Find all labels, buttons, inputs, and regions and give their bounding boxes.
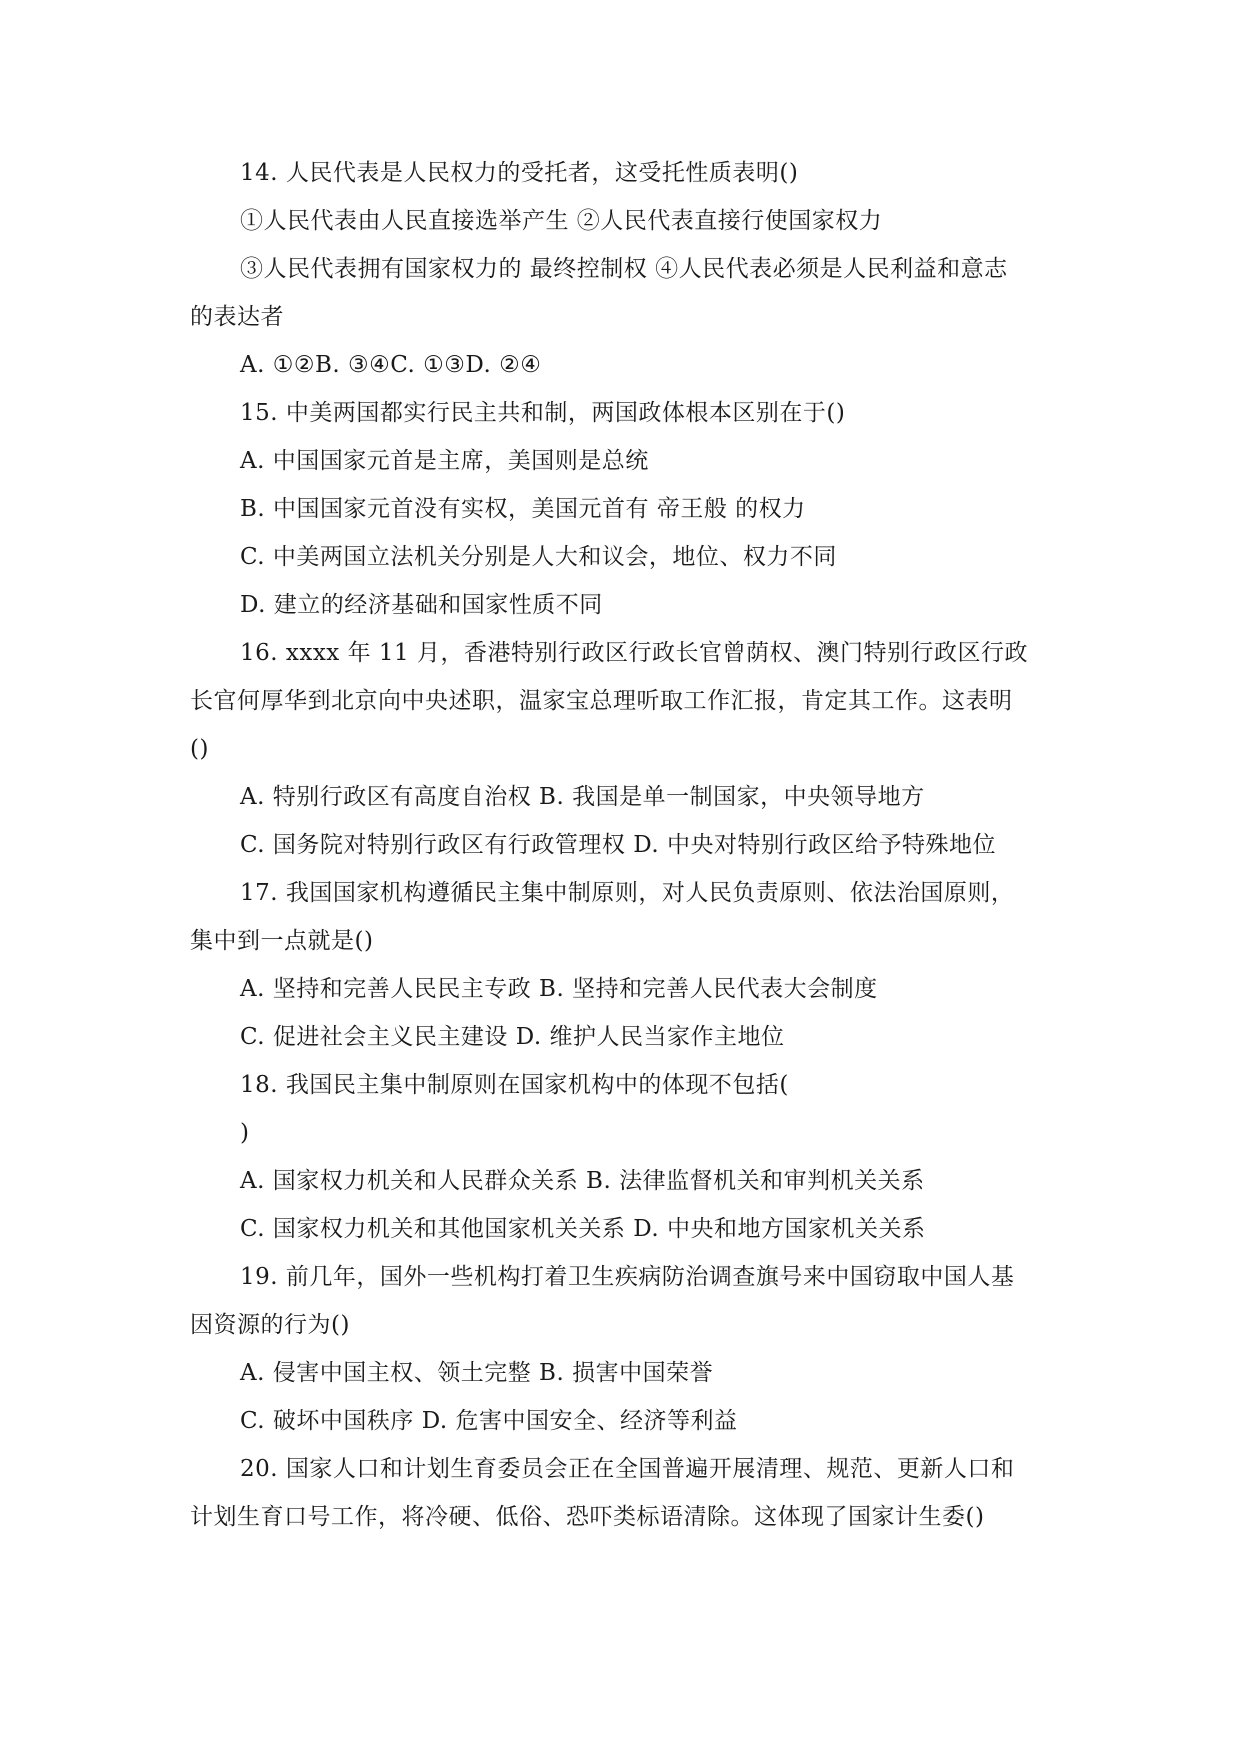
question-16-stem: 16. xxxx 年 11 月，香港特别行政区行政长官曾荫权、澳门特别行政区行政 — [240, 640, 1028, 666]
question-18-options-a-b: A. 国家权力机关和人民群众关系 B. 法律监督机关和审判机关关系 — [240, 1168, 925, 1194]
question-19-options-a-b: A. 侵害中国主权、领土完整 B. 损害中国荣誉 — [240, 1360, 714, 1386]
question-15-option-d: D. 建立的经济基础和国家性质不同 — [240, 592, 603, 618]
question-16-options-a-b: A. 特别行政区有高度自治权 B. 我国是单一制国家，中央领导地方 — [240, 784, 925, 810]
question-15-option-b: B. 中国国家元首没有实权，美国元首有 帝王般 的权力 — [240, 496, 806, 522]
question-14-statements-3-4: ③人民代表拥有国家权力的 最终控制权 ④人民代表必须是人民利益和意志 — [240, 256, 1008, 282]
question-14-stem: 14. 人民代表是人民权力的受托者，这受托性质表明() — [240, 160, 799, 186]
question-15-option-a: A. 中国国家元首是主席，美国则是总统 — [240, 448, 649, 474]
question-20-stem-continuation: 计划生育口号工作，将冷硬、低俗、恐吓类标语清除。这体现了国家计生委() — [190, 1504, 985, 1530]
question-19-stem-continuation: 因资源的行为() — [190, 1312, 350, 1338]
question-18-stem: 18. 我国民主集中制原则在国家机构中的体现不包括( — [240, 1072, 789, 1098]
question-17-options-a-b: A. 坚持和完善人民民主专政 B. 坚持和完善人民代表大会制度 — [240, 976, 878, 1002]
question-19-stem: 19. 前几年，国外一些机构打着卫生疾病防治调查旗号来中国窃取中国人基 — [240, 1264, 1015, 1290]
question-18-stem-continuation: ) — [240, 1120, 250, 1146]
question-15-option-c: C. 中美两国立法机关分别是人大和议会，地位、权力不同 — [240, 544, 837, 570]
question-16-answer-blank: () — [190, 736, 209, 762]
question-18-options-c-d: C. 国家权力机关和其他国家机关关系 D. 中央和地方国家机关关系 — [240, 1216, 926, 1242]
question-19-options-c-d: C. 破坏中国秩序 D. 危害中国安全、经济等利益 — [240, 1408, 738, 1434]
question-17-options-c-d: C. 促进社会主义民主建设 D. 维护人民当家作主地位 — [240, 1024, 785, 1050]
question-17-stem-continuation: 集中到一点就是() — [190, 928, 374, 954]
question-14-statements-1-2: ①人民代表由人民直接选举产生 ②人民代表直接行使国家权力 — [240, 208, 883, 234]
question-14-statements-continuation: 的表达者 — [190, 304, 284, 330]
question-20-stem: 20. 国家人口和计划生育委员会正在全国普遍开展清理、规范、更新人口和 — [240, 1456, 1015, 1482]
question-14-options: A. ①②B. ③④C. ①③D. ②④ — [240, 352, 542, 378]
question-17-stem: 17. 我国国家机构遵循民主集中制原则，对人民负责原则、依法治国原则， — [240, 880, 1015, 906]
question-15-stem: 15. 中美两国都实行民主共和制，两国政体根本区别在于() — [240, 400, 846, 426]
question-16-options-c-d: C. 国务院对特别行政区有行政管理权 D. 中央对特别行政区给予特殊地位 — [240, 832, 996, 858]
question-16-stem-continuation: 长官何厚华到北京向中央述职，温家宝总理听取工作汇报，肯定其工作。这表明 — [190, 688, 1013, 714]
